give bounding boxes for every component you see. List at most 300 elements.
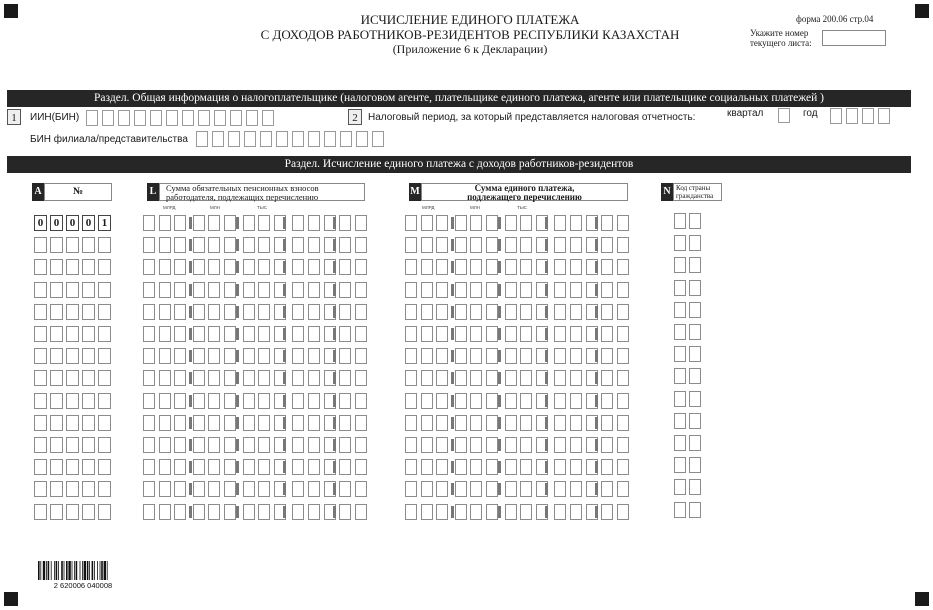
pension-amount-digit-cell[interactable] xyxy=(355,370,367,386)
row-number-cell[interactable]: 1 xyxy=(98,215,111,231)
country-code-cell[interactable] xyxy=(674,479,686,495)
row-number-cell[interactable] xyxy=(98,437,111,453)
pension-amount-digit-cell[interactable] xyxy=(208,304,220,320)
pension-amount-digit-cell[interactable] xyxy=(258,481,270,497)
pension-amount-digit-cell[interactable] xyxy=(143,459,155,475)
pension-amount-digit-cell[interactable] xyxy=(308,215,320,231)
pension-amount-digit-cell[interactable] xyxy=(292,504,304,520)
row-number-cell[interactable] xyxy=(34,259,47,275)
iin-digit-cell[interactable] xyxy=(150,110,162,126)
pension-amount-digit-cell[interactable] xyxy=(174,326,186,342)
country-code-cell[interactable] xyxy=(689,213,701,229)
pension-amount-digit-cell[interactable] xyxy=(224,370,236,386)
pension-amount-digit-cell[interactable] xyxy=(208,393,220,409)
country-code-cell[interactable] xyxy=(689,257,701,273)
pension-amount-digit-cell[interactable] xyxy=(339,393,351,409)
unified-payment-digit-cell[interactable] xyxy=(486,459,498,475)
unified-payment-digit-cell[interactable] xyxy=(455,348,467,364)
unified-payment-digit-cell[interactable] xyxy=(520,326,532,342)
unified-payment-digit-cell[interactable] xyxy=(554,348,566,364)
pension-amount-digit-cell[interactable] xyxy=(243,415,255,431)
pension-amount-digit-cell[interactable] xyxy=(174,215,186,231)
unified-payment-digit-cell[interactable] xyxy=(570,481,582,497)
unified-payment-digit-cell[interactable] xyxy=(617,326,629,342)
pension-amount-digit-cell[interactable] xyxy=(243,326,255,342)
pension-amount-digit-cell[interactable] xyxy=(292,459,304,475)
pension-amount-digit-cell[interactable] xyxy=(208,237,220,253)
branch-bin-digit-cell[interactable] xyxy=(244,131,256,147)
row-number-cell[interactable] xyxy=(82,326,95,342)
unified-payment-digit-cell[interactable] xyxy=(436,282,448,298)
pension-amount-digit-cell[interactable] xyxy=(174,237,186,253)
unified-payment-digit-cell[interactable] xyxy=(436,370,448,386)
pension-amount-digit-cell[interactable] xyxy=(292,415,304,431)
unified-payment-digit-cell[interactable] xyxy=(455,304,467,320)
pension-amount-digit-cell[interactable] xyxy=(292,393,304,409)
country-code-cell[interactable] xyxy=(674,413,686,429)
unified-payment-digit-cell[interactable] xyxy=(405,215,417,231)
row-number-cell[interactable] xyxy=(98,237,111,253)
unified-payment-digit-cell[interactable] xyxy=(570,326,582,342)
pension-amount-digit-cell[interactable] xyxy=(159,393,171,409)
pension-amount-digit-cell[interactable] xyxy=(193,237,205,253)
pension-amount-digit-cell[interactable] xyxy=(174,504,186,520)
country-code-cell[interactable] xyxy=(674,502,686,518)
pension-amount-digit-cell[interactable] xyxy=(174,304,186,320)
row-number-cell[interactable] xyxy=(82,282,95,298)
pension-amount-digit-cell[interactable] xyxy=(143,370,155,386)
country-code-cell[interactable] xyxy=(674,302,686,318)
unified-payment-digit-cell[interactable] xyxy=(554,215,566,231)
pension-amount-digit-cell[interactable] xyxy=(243,282,255,298)
unified-payment-digit-cell[interactable] xyxy=(405,326,417,342)
unified-payment-digit-cell[interactable] xyxy=(554,459,566,475)
country-code-cell[interactable] xyxy=(689,457,701,473)
country-code-cell[interactable] xyxy=(689,368,701,384)
pension-amount-digit-cell[interactable] xyxy=(355,415,367,431)
row-number-cell[interactable] xyxy=(50,481,63,497)
unified-payment-digit-cell[interactable] xyxy=(505,348,517,364)
pension-amount-digit-cell[interactable] xyxy=(208,348,220,364)
pension-amount-digit-cell[interactable] xyxy=(224,348,236,364)
row-number-cell[interactable] xyxy=(66,370,79,386)
unified-payment-digit-cell[interactable] xyxy=(436,348,448,364)
pension-amount-digit-cell[interactable] xyxy=(143,348,155,364)
unified-payment-digit-cell[interactable] xyxy=(455,370,467,386)
pension-amount-digit-cell[interactable] xyxy=(258,237,270,253)
unified-payment-digit-cell[interactable] xyxy=(470,348,482,364)
pension-amount-digit-cell[interactable] xyxy=(143,437,155,453)
pension-amount-digit-cell[interactable] xyxy=(292,215,304,231)
unified-payment-digit-cell[interactable] xyxy=(505,437,517,453)
pension-amount-digit-cell[interactable] xyxy=(292,259,304,275)
unified-payment-digit-cell[interactable] xyxy=(455,504,467,520)
unified-payment-digit-cell[interactable] xyxy=(455,215,467,231)
iin-digit-cell[interactable] xyxy=(134,110,146,126)
pension-amount-digit-cell[interactable] xyxy=(243,259,255,275)
unified-payment-digit-cell[interactable] xyxy=(436,481,448,497)
unified-payment-digit-cell[interactable] xyxy=(570,259,582,275)
iin-digit-cell[interactable] xyxy=(166,110,178,126)
unified-payment-digit-cell[interactable] xyxy=(554,326,566,342)
unified-payment-digit-cell[interactable] xyxy=(520,459,532,475)
row-number-cell[interactable] xyxy=(98,393,111,409)
unified-payment-digit-cell[interactable] xyxy=(470,504,482,520)
branch-bin-digit-cell[interactable] xyxy=(324,131,336,147)
sheet-number-field[interactable] xyxy=(822,30,886,46)
pension-amount-digit-cell[interactable] xyxy=(339,304,351,320)
row-number-cell[interactable] xyxy=(66,415,79,431)
unified-payment-digit-cell[interactable] xyxy=(554,481,566,497)
country-code-cell[interactable] xyxy=(674,213,686,229)
pension-amount-digit-cell[interactable] xyxy=(174,348,186,364)
unified-payment-digit-cell[interactable] xyxy=(455,415,467,431)
unified-payment-digit-cell[interactable] xyxy=(486,393,498,409)
unified-payment-digit-cell[interactable] xyxy=(520,215,532,231)
row-number-cell[interactable] xyxy=(82,459,95,475)
pension-amount-digit-cell[interactable] xyxy=(224,237,236,253)
pension-amount-digit-cell[interactable] xyxy=(355,504,367,520)
branch-bin-digit-cell[interactable] xyxy=(340,131,352,147)
row-number-cell[interactable] xyxy=(66,481,79,497)
country-code-cell[interactable] xyxy=(674,346,686,362)
unified-payment-digit-cell[interactable] xyxy=(570,348,582,364)
pension-amount-digit-cell[interactable] xyxy=(243,504,255,520)
unified-payment-digit-cell[interactable] xyxy=(617,504,629,520)
unified-payment-digit-cell[interactable] xyxy=(505,237,517,253)
row-number-cell[interactable] xyxy=(50,370,63,386)
pension-amount-digit-cell[interactable] xyxy=(143,415,155,431)
row-number-cell[interactable] xyxy=(66,282,79,298)
unified-payment-digit-cell[interactable] xyxy=(520,481,532,497)
row-number-cell[interactable] xyxy=(82,259,95,275)
pension-amount-digit-cell[interactable] xyxy=(208,326,220,342)
pension-amount-digit-cell[interactable] xyxy=(224,415,236,431)
pension-amount-digit-cell[interactable] xyxy=(159,304,171,320)
pension-amount-digit-cell[interactable] xyxy=(193,393,205,409)
pension-amount-digit-cell[interactable] xyxy=(208,504,220,520)
row-number-cell[interactable] xyxy=(98,304,111,320)
row-number-cell[interactable] xyxy=(34,481,47,497)
pension-amount-digit-cell[interactable] xyxy=(159,215,171,231)
pension-amount-digit-cell[interactable] xyxy=(258,370,270,386)
country-code-cell[interactable] xyxy=(689,479,701,495)
unified-payment-digit-cell[interactable] xyxy=(405,282,417,298)
pension-amount-digit-cell[interactable] xyxy=(193,370,205,386)
country-code-cell[interactable] xyxy=(689,435,701,451)
unified-payment-digit-cell[interactable] xyxy=(601,326,613,342)
unified-payment-digit-cell[interactable] xyxy=(436,415,448,431)
pension-amount-digit-cell[interactable] xyxy=(193,504,205,520)
unified-payment-digit-cell[interactable] xyxy=(421,348,433,364)
pension-amount-digit-cell[interactable] xyxy=(308,481,320,497)
year-digit-cell[interactable] xyxy=(862,108,874,124)
pension-amount-digit-cell[interactable] xyxy=(308,237,320,253)
unified-payment-digit-cell[interactable] xyxy=(601,215,613,231)
pension-amount-digit-cell[interactable] xyxy=(208,415,220,431)
unified-payment-digit-cell[interactable] xyxy=(405,459,417,475)
unified-payment-digit-cell[interactable] xyxy=(617,259,629,275)
unified-payment-digit-cell[interactable] xyxy=(470,304,482,320)
unified-payment-digit-cell[interactable] xyxy=(421,326,433,342)
year-digit-cell[interactable] xyxy=(830,108,842,124)
unified-payment-digit-cell[interactable] xyxy=(505,393,517,409)
unified-payment-digit-cell[interactable] xyxy=(470,393,482,409)
country-code-cell[interactable] xyxy=(689,324,701,340)
unified-payment-digit-cell[interactable] xyxy=(421,259,433,275)
iin-digit-cell[interactable] xyxy=(198,110,210,126)
unified-payment-digit-cell[interactable] xyxy=(455,437,467,453)
row-number-cell[interactable] xyxy=(66,459,79,475)
unified-payment-digit-cell[interactable] xyxy=(554,237,566,253)
unified-payment-digit-cell[interactable] xyxy=(520,237,532,253)
row-number-cell[interactable] xyxy=(66,437,79,453)
pension-amount-digit-cell[interactable] xyxy=(258,326,270,342)
pension-amount-digit-cell[interactable] xyxy=(224,437,236,453)
row-number-cell[interactable] xyxy=(34,437,47,453)
row-number-cell[interactable] xyxy=(82,393,95,409)
unified-payment-digit-cell[interactable] xyxy=(470,282,482,298)
pension-amount-digit-cell[interactable] xyxy=(292,348,304,364)
pension-amount-digit-cell[interactable] xyxy=(292,481,304,497)
pension-amount-digit-cell[interactable] xyxy=(224,304,236,320)
row-number-cell[interactable] xyxy=(34,459,47,475)
unified-payment-digit-cell[interactable] xyxy=(520,437,532,453)
pension-amount-digit-cell[interactable] xyxy=(292,237,304,253)
pension-amount-digit-cell[interactable] xyxy=(308,370,320,386)
unified-payment-digit-cell[interactable] xyxy=(570,437,582,453)
year-digit-cell[interactable] xyxy=(878,108,890,124)
pension-amount-digit-cell[interactable] xyxy=(339,504,351,520)
unified-payment-digit-cell[interactable] xyxy=(470,481,482,497)
country-code-cell[interactable] xyxy=(674,457,686,473)
unified-payment-digit-cell[interactable] xyxy=(486,237,498,253)
unified-payment-digit-cell[interactable] xyxy=(617,348,629,364)
pension-amount-digit-cell[interactable] xyxy=(339,259,351,275)
unified-payment-digit-cell[interactable] xyxy=(421,437,433,453)
row-number-cell[interactable] xyxy=(66,304,79,320)
unified-payment-digit-cell[interactable] xyxy=(520,282,532,298)
unified-payment-digit-cell[interactable] xyxy=(405,415,417,431)
pension-amount-digit-cell[interactable] xyxy=(292,326,304,342)
unified-payment-digit-cell[interactable] xyxy=(554,504,566,520)
country-code-cell[interactable] xyxy=(674,391,686,407)
unified-payment-digit-cell[interactable] xyxy=(470,259,482,275)
pension-amount-digit-cell[interactable] xyxy=(355,437,367,453)
unified-payment-digit-cell[interactable] xyxy=(554,259,566,275)
row-number-cell[interactable] xyxy=(82,481,95,497)
unified-payment-digit-cell[interactable] xyxy=(570,370,582,386)
unified-payment-digit-cell[interactable] xyxy=(405,370,417,386)
pension-amount-digit-cell[interactable] xyxy=(258,259,270,275)
pension-amount-digit-cell[interactable] xyxy=(292,437,304,453)
unified-payment-digit-cell[interactable] xyxy=(421,481,433,497)
country-code-cell[interactable] xyxy=(674,368,686,384)
pension-amount-digit-cell[interactable] xyxy=(174,437,186,453)
unified-payment-digit-cell[interactable] xyxy=(617,415,629,431)
row-number-cell[interactable] xyxy=(34,348,47,364)
pension-amount-digit-cell[interactable] xyxy=(258,348,270,364)
row-number-cell[interactable] xyxy=(50,326,63,342)
unified-payment-digit-cell[interactable] xyxy=(601,370,613,386)
pension-amount-digit-cell[interactable] xyxy=(208,437,220,453)
unified-payment-digit-cell[interactable] xyxy=(617,459,629,475)
unified-payment-digit-cell[interactable] xyxy=(617,237,629,253)
pension-amount-digit-cell[interactable] xyxy=(258,437,270,453)
pension-amount-digit-cell[interactable] xyxy=(339,326,351,342)
unified-payment-digit-cell[interactable] xyxy=(617,215,629,231)
unified-payment-digit-cell[interactable] xyxy=(617,481,629,497)
unified-payment-digit-cell[interactable] xyxy=(601,348,613,364)
row-number-cell[interactable] xyxy=(34,282,47,298)
unified-payment-digit-cell[interactable] xyxy=(601,282,613,298)
pension-amount-digit-cell[interactable] xyxy=(224,326,236,342)
unified-payment-digit-cell[interactable] xyxy=(505,215,517,231)
pension-amount-digit-cell[interactable] xyxy=(308,459,320,475)
country-code-cell[interactable] xyxy=(674,257,686,273)
iin-digit-cell[interactable] xyxy=(246,110,258,126)
unified-payment-digit-cell[interactable] xyxy=(570,393,582,409)
unified-payment-digit-cell[interactable] xyxy=(505,504,517,520)
pension-amount-digit-cell[interactable] xyxy=(193,304,205,320)
pension-amount-digit-cell[interactable] xyxy=(243,348,255,364)
unified-payment-digit-cell[interactable] xyxy=(486,437,498,453)
pension-amount-digit-cell[interactable] xyxy=(174,259,186,275)
unified-payment-digit-cell[interactable] xyxy=(617,370,629,386)
row-number-cell[interactable] xyxy=(66,504,79,520)
pension-amount-digit-cell[interactable] xyxy=(193,437,205,453)
unified-payment-digit-cell[interactable] xyxy=(455,459,467,475)
pension-amount-digit-cell[interactable] xyxy=(258,304,270,320)
pension-amount-digit-cell[interactable] xyxy=(193,415,205,431)
row-number-cell[interactable] xyxy=(34,326,47,342)
row-number-cell[interactable]: 0 xyxy=(82,215,95,231)
unified-payment-digit-cell[interactable] xyxy=(436,237,448,253)
pension-amount-digit-cell[interactable] xyxy=(159,237,171,253)
unified-payment-digit-cell[interactable] xyxy=(421,504,433,520)
pension-amount-digit-cell[interactable] xyxy=(243,237,255,253)
pension-amount-digit-cell[interactable] xyxy=(339,481,351,497)
pension-amount-digit-cell[interactable] xyxy=(208,282,220,298)
unified-payment-digit-cell[interactable] xyxy=(601,304,613,320)
row-number-cell[interactable] xyxy=(34,237,47,253)
unified-payment-digit-cell[interactable] xyxy=(617,304,629,320)
branch-bin-digit-cell[interactable] xyxy=(292,131,304,147)
row-number-cell[interactable] xyxy=(82,237,95,253)
unified-payment-digit-cell[interactable] xyxy=(601,481,613,497)
row-number-cell[interactable] xyxy=(82,348,95,364)
unified-payment-digit-cell[interactable] xyxy=(455,326,467,342)
pension-amount-digit-cell[interactable] xyxy=(308,393,320,409)
row-number-cell[interactable] xyxy=(50,304,63,320)
unified-payment-digit-cell[interactable] xyxy=(520,259,532,275)
unified-payment-digit-cell[interactable] xyxy=(436,437,448,453)
quarter-input[interactable] xyxy=(778,108,790,123)
unified-payment-digit-cell[interactable] xyxy=(601,415,613,431)
unified-payment-digit-cell[interactable] xyxy=(470,215,482,231)
pension-amount-digit-cell[interactable] xyxy=(143,393,155,409)
pension-amount-digit-cell[interactable] xyxy=(224,259,236,275)
pension-amount-digit-cell[interactable] xyxy=(159,459,171,475)
unified-payment-digit-cell[interactable] xyxy=(470,370,482,386)
row-number-cell[interactable] xyxy=(98,348,111,364)
country-code-cell[interactable] xyxy=(689,502,701,518)
unified-payment-digit-cell[interactable] xyxy=(405,393,417,409)
pension-amount-digit-cell[interactable] xyxy=(143,282,155,298)
country-code-cell[interactable] xyxy=(674,235,686,251)
pension-amount-digit-cell[interactable] xyxy=(339,348,351,364)
unified-payment-digit-cell[interactable] xyxy=(455,481,467,497)
unified-payment-digit-cell[interactable] xyxy=(436,393,448,409)
pension-amount-digit-cell[interactable] xyxy=(308,437,320,453)
pension-amount-digit-cell[interactable] xyxy=(339,370,351,386)
pension-amount-digit-cell[interactable] xyxy=(292,370,304,386)
row-number-cell[interactable] xyxy=(66,237,79,253)
row-number-cell[interactable] xyxy=(98,326,111,342)
unified-payment-digit-cell[interactable] xyxy=(436,459,448,475)
pension-amount-digit-cell[interactable] xyxy=(174,393,186,409)
country-code-cell[interactable] xyxy=(689,302,701,318)
branch-bin-digit-cell[interactable] xyxy=(276,131,288,147)
unified-payment-digit-cell[interactable] xyxy=(486,304,498,320)
unified-payment-digit-cell[interactable] xyxy=(505,326,517,342)
unified-payment-digit-cell[interactable] xyxy=(486,348,498,364)
pension-amount-digit-cell[interactable] xyxy=(339,282,351,298)
country-code-cell[interactable] xyxy=(674,324,686,340)
country-code-cell[interactable] xyxy=(689,280,701,296)
unified-payment-digit-cell[interactable] xyxy=(570,237,582,253)
branch-bin-digit-cell[interactable] xyxy=(212,131,224,147)
unified-payment-digit-cell[interactable] xyxy=(436,259,448,275)
year-digit-cell[interactable] xyxy=(846,108,858,124)
unified-payment-digit-cell[interactable] xyxy=(436,326,448,342)
pension-amount-digit-cell[interactable] xyxy=(159,282,171,298)
pension-amount-digit-cell[interactable] xyxy=(339,459,351,475)
unified-payment-digit-cell[interactable] xyxy=(554,282,566,298)
pension-amount-digit-cell[interactable] xyxy=(159,415,171,431)
pension-amount-digit-cell[interactable] xyxy=(193,215,205,231)
row-number-cell[interactable] xyxy=(98,415,111,431)
unified-payment-digit-cell[interactable] xyxy=(554,370,566,386)
row-number-cell[interactable] xyxy=(82,504,95,520)
unified-payment-digit-cell[interactable] xyxy=(470,459,482,475)
unified-payment-digit-cell[interactable] xyxy=(505,459,517,475)
pension-amount-digit-cell[interactable] xyxy=(159,348,171,364)
unified-payment-digit-cell[interactable] xyxy=(421,304,433,320)
pension-amount-digit-cell[interactable] xyxy=(159,504,171,520)
pension-amount-digit-cell[interactable] xyxy=(143,304,155,320)
row-number-cell[interactable] xyxy=(50,237,63,253)
unified-payment-digit-cell[interactable] xyxy=(486,481,498,497)
pension-amount-digit-cell[interactable] xyxy=(355,481,367,497)
pension-amount-digit-cell[interactable] xyxy=(308,348,320,364)
row-number-cell[interactable] xyxy=(50,393,63,409)
row-number-cell[interactable] xyxy=(34,504,47,520)
row-number-cell[interactable] xyxy=(50,504,63,520)
pension-amount-digit-cell[interactable] xyxy=(174,415,186,431)
pension-amount-digit-cell[interactable] xyxy=(292,282,304,298)
unified-payment-digit-cell[interactable] xyxy=(601,504,613,520)
unified-payment-digit-cell[interactable] xyxy=(421,459,433,475)
pension-amount-digit-cell[interactable] xyxy=(143,215,155,231)
pension-amount-digit-cell[interactable] xyxy=(159,437,171,453)
unified-payment-digit-cell[interactable] xyxy=(421,393,433,409)
row-number-cell[interactable] xyxy=(50,459,63,475)
iin-digit-cell[interactable] xyxy=(214,110,226,126)
unified-payment-digit-cell[interactable] xyxy=(617,282,629,298)
unified-payment-digit-cell[interactable] xyxy=(486,215,498,231)
pension-amount-digit-cell[interactable] xyxy=(355,393,367,409)
